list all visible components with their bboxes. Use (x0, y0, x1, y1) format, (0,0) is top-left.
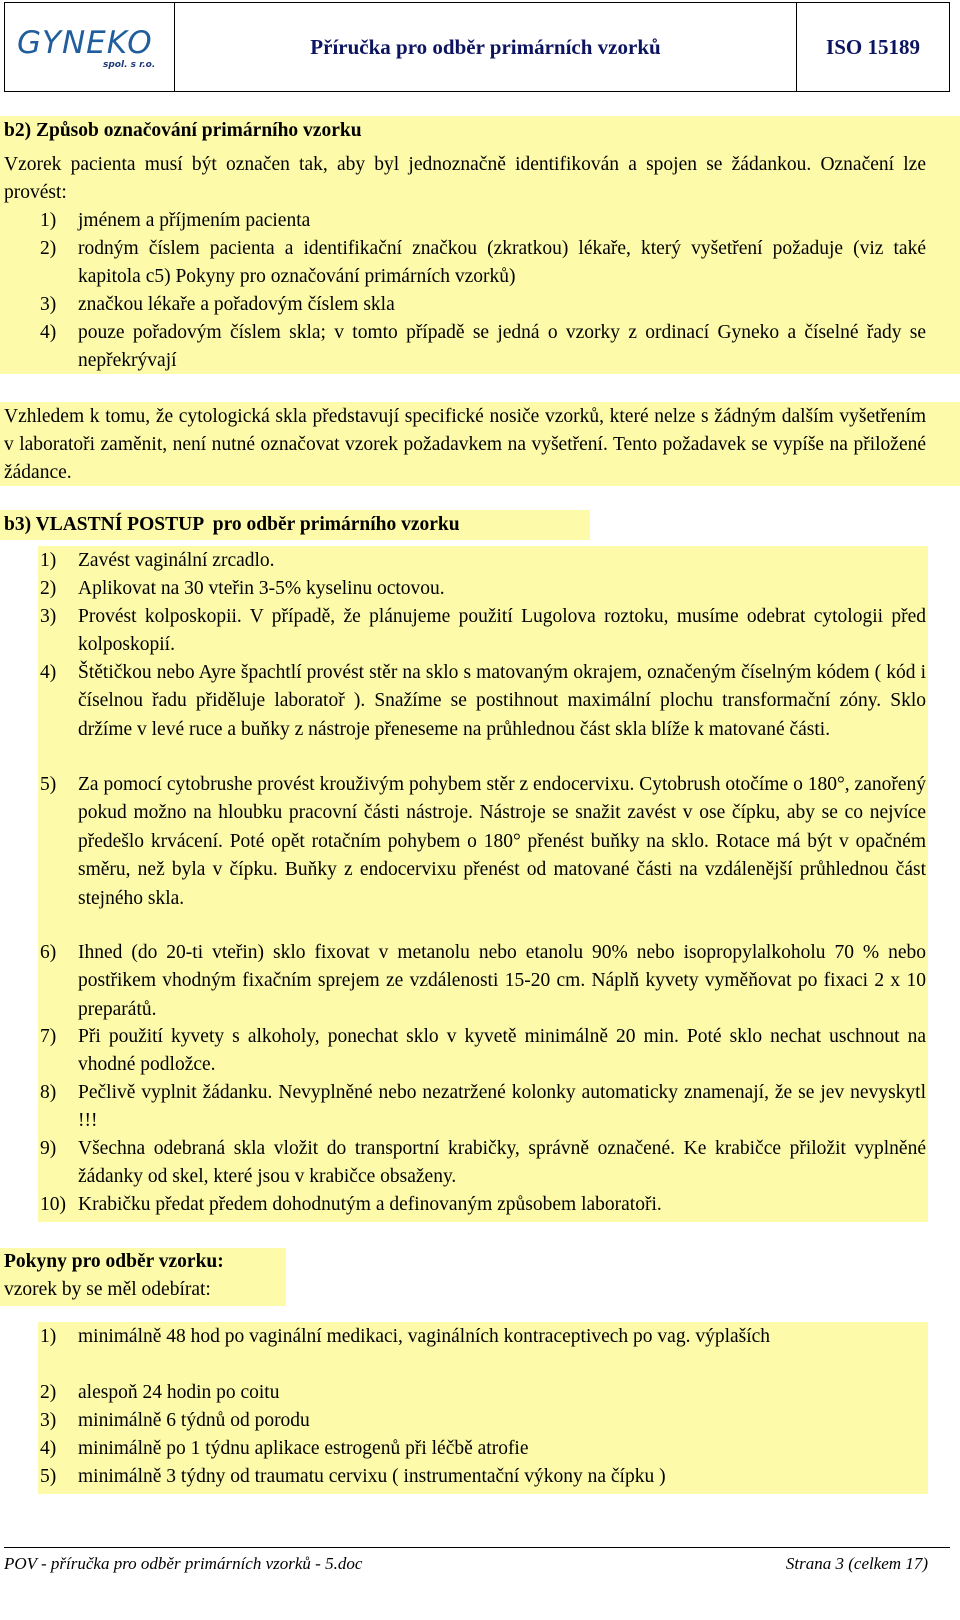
section-b2-intro: Vzorek pacienta musí být označen tak, aby byl jednoznačně identifikován a spojen se žádankou. Označení lze provést: (4, 154, 926, 203)
logo-sub-text: spol. s r.o. (103, 60, 156, 70)
footer-page-number: Strana 3 (celkem 17) (785, 1554, 928, 1573)
page-header (4, 2, 950, 92)
footer-filename: POV - příručka pro odběr primárních vzorků - 5.doc (4, 1554, 363, 1573)
section-b3-heading: b3) VLASTNÍ POSTUP pro odběr primárního vzorku (4, 514, 460, 535)
logo-main-text: GYNEKO (17, 25, 153, 61)
company-logo (5, 3, 175, 91)
section-b2-heading: b2) Způsob označování primárního vzorku (4, 120, 362, 141)
iso-label: ISO 15189 (826, 34, 920, 59)
pokyny-heading: Pokyny pro odběr vzorku: (4, 1251, 224, 1272)
footer-divider (4, 1547, 950, 1548)
section-b2-note: Vzhledem k tomu, že cytologická skla představují specifické nosiče vzorků, které nelze s žádným dalším vyšetřením v laboratoři zaměnit, není nutné označovat vzorek požadavkem na vyšetření. Tento požadavek se vypíše na přiložené žádance. (4, 406, 926, 483)
pokyny-intro: vzorek by se měl odebírat: (4, 1279, 211, 1300)
document-title: Příručka pro odběr primárních vzorků (175, 3, 797, 91)
